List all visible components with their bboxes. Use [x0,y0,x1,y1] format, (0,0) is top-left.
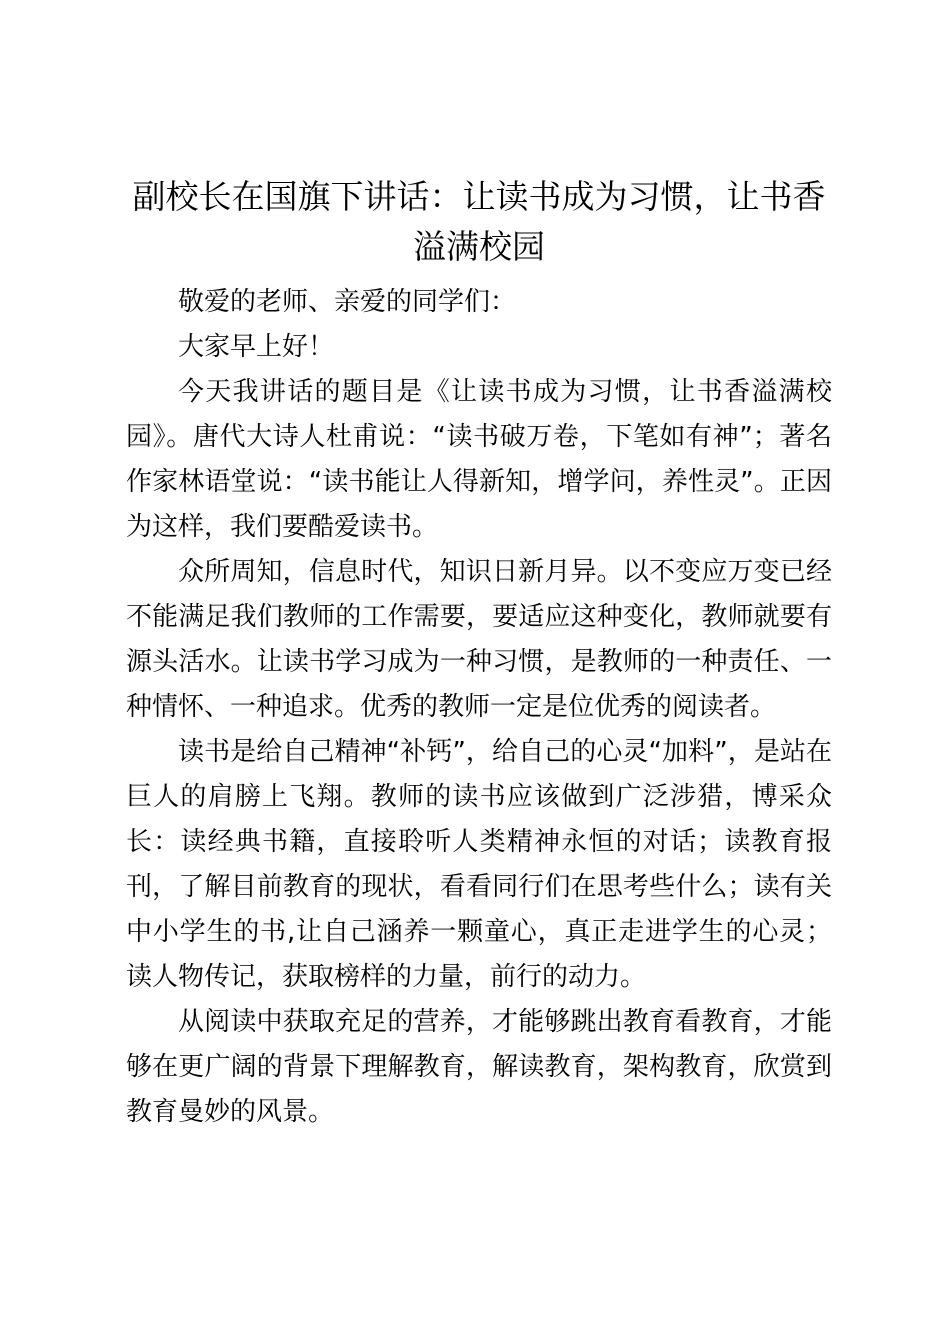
body-paragraph-4: 从阅读中获取充足的营养，才能够跳出教育看教育，才能够在更广阔的背景下理解教育，解读教育，架构教育，欣赏到教育曼妙的风景。 [126,1007,832,1127]
body-paragraph-1: 今天我讲话的题目是《让读书成为习惯，让书香溢满校园》。唐代大诗人杜甫说：“读书破万卷，下笔如有神”；著名作家林语堂说：“读书能让人得新知，增学问，养性灵”。正因为这样，我们要酷爱读书。 [126,377,832,542]
document-title: 副校长在国旗下讲话：让读书成为习惯，让书香溢满校园 [132,177,826,266]
body-paragraph-2: 众所周知，信息时代，知识日新月异。以不变应万变已经不能满足我们教师的工作需要，要适应这种变化，教师就要有源头活水。让读书学习成为一种习惯，是教师的一种责任、一种情怀、一种追求。优秀的教师一定是位优秀的阅读者。 [126,557,832,722]
salutation-paragraph: 敬爱的老师、亲爱的同学们： [178,287,517,317]
document-body [126,280,832,1135]
body-paragraph-3: 读书是给自己精神“补钙”，给自己的心灵“加料”，是站在巨人的肩膀上飞翔。教师的读书应该做到广泛涉猎，博采众长：读经典书籍，直接聆听人类精神永恒的对话；读教育报刊，了解目前教育的现状，看看同行们在思考些什么；读有关中小学生的书,让自己涵养一颗童心，真正走进学生的心灵；读人物传记，获取榜样的力量，前行的动力。 [126,737,832,992]
greeting-paragraph: 大家早上好！ [178,332,335,362]
